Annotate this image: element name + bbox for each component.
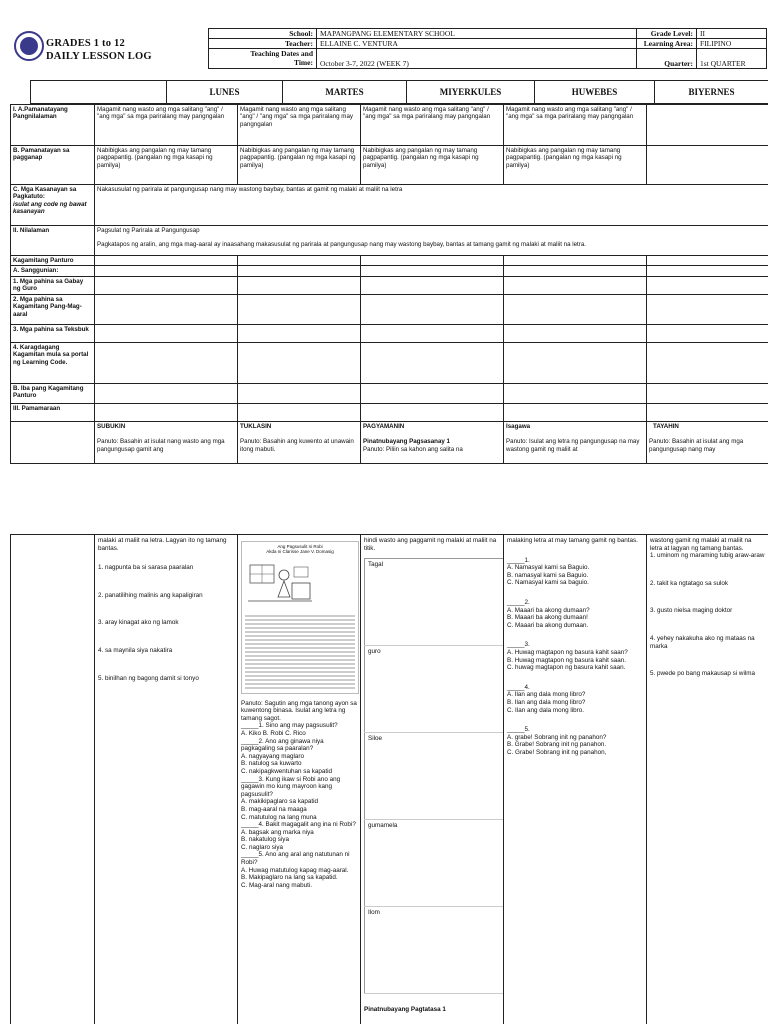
tayahin-item-5: 5. pwede po bang makausap si wilma: [650, 670, 756, 678]
tuklasin-intro: Panuto: Basahin ang kuwento at unawain itong mabuti.: [240, 438, 354, 453]
row-label-nilalaman: II. Nilalaman: [11, 226, 95, 256]
tayahin-item-2: 2. takit ka ngtatago sa sulok: [650, 579, 729, 587]
isagawa-q1-b: B. namasyal kami sa Baguio.: [507, 571, 589, 579]
subukin-continued: [95, 535, 238, 1024]
day-header-row: [30, 80, 768, 104]
row-label-kagamitang-mag-aaral: 2. Mga pahina sa Kagamitang Pang-Mag-aaral: [11, 294, 95, 324]
row-label-sanggunian: A. Sanggunian:: [11, 266, 95, 276]
tuklasin-q4-a: A. bagsak ang marka niya: [241, 828, 314, 836]
tayahin-title: TAYAHIN: [653, 422, 679, 430]
subukin-item-1: 1. nagpunta ba si sarasa paaralan: [98, 564, 194, 572]
story-illustration-icon: [244, 557, 316, 607]
cell-kasanayan: Nakasusulat ng parirala at pangungusap nang may wastong baybay, bantas at gamit ng malaki at maliit na letra: [95, 185, 768, 226]
word-cell: guro: [365, 646, 504, 733]
row-label-gabay-guro: 1. Mga pahina sa Gabay ng Guro: [11, 276, 95, 294]
cell-pagganap-biyernes: [647, 146, 768, 185]
isagawa-q5-b: B. Grabe! Sobrang init ng panahon.: [507, 741, 607, 749]
isagawa-q4: _____4.: [507, 683, 530, 691]
tuklasin-q3-a: A. makikipaglaro sa kapatid: [241, 798, 319, 806]
tuklasin-q2: _____2. Ano ang ginawa niya pagkagaling sa paaralan?: [241, 737, 324, 753]
cell-pangnilalaman-biyernes: [647, 105, 768, 146]
area-value: FILIPINO: [697, 39, 767, 49]
row-label-karagdagang-kagamitan: 4. Karagdagang Kagamitan mula sa portal ng Learning Code.: [11, 342, 95, 383]
page2-label-blank: [11, 535, 95, 1024]
subukin-item-4: 4. sa maynila siya nakatira: [98, 646, 173, 654]
cell-pangnilalaman-huwebes: Magamit nang wasto ang mga salitang "ang" / "ang mga" sa mga pariralang may pangngalan: [504, 105, 647, 146]
isagawa-cont-text: malaking letra at may tamang gamit ng bantas.: [507, 537, 638, 544]
grade-value: II: [697, 29, 767, 39]
row-label-pamantayan-pagganap: B. Pamanatayan sa pagganap: [11, 146, 95, 185]
title-line-2: DAILY LESSON LOG: [46, 51, 152, 62]
subukin-item-2: 2. panatilihing malinis ang kapaligiran: [98, 591, 203, 599]
tuklasin-q3: _____3. Kung ikaw si Robi ano ang gagawin mo kung mayroon kang pagsusulit?: [241, 775, 341, 798]
cell-pagganap-huwebes: Nabibigkas ang pangalan ng may tamang pagpapantig. (pangalan ng mga kasapi ng pamilya): [504, 146, 647, 185]
tuklasin-q1-choices: A. Kiko B. Robi C. Rico: [241, 729, 306, 737]
day-lunes: LUNES: [167, 81, 283, 104]
isagawa-continued: [504, 535, 647, 1024]
tayahin-intro: Panuto: Basahin at isulat ang mga pangungusap nang may: [649, 438, 744, 453]
tuklasin-q5-b: B. Makipaglaro na lang sa kapatid.: [241, 874, 338, 882]
cell-pangnilalaman-martes: Magamit nang wasto ang mga salitang "ang" / "ang mga" sa mga pariralang may pangngalan: [238, 105, 361, 146]
tuklasin-title: TUKLASIN: [240, 422, 272, 430]
tuklasin-continued: [238, 535, 361, 1024]
story-card-image: Ang Pagsusulit ni Robi Akda ni Clarisse Jane V. Domasig: [241, 541, 359, 694]
tuklasin-q5: _____5. Ano ang aral ang natutunan ni Robi?: [241, 851, 350, 867]
isagawa-q5-a: A. grabe! Sobrang init ng panahon?: [507, 733, 607, 741]
isagawa-q2: _____2.: [507, 598, 530, 606]
tuklasin-q4: _____4. Bakit magagalit ang ina ni Robi?: [241, 821, 356, 829]
tuklasin-q4-c: C. naglaro siya: [241, 843, 283, 851]
quarter-label: Quarter:: [637, 49, 697, 69]
area-label: Learning Area:: [637, 39, 697, 49]
day-martes: MARTES: [283, 81, 407, 104]
day-biyernes: BIYERNES: [655, 81, 768, 104]
row-label-pamantayang-pangnilalaman: I. A.Pamanatayang Pangnilalaman: [11, 105, 95, 146]
teacher-value: ELLAINE C. VENTURA: [317, 39, 637, 49]
isagawa-q1-a: A. Namasyal kami sa Baguio.: [507, 564, 590, 572]
cell-pangnilalaman-miyerkules: Magamit nang wasto ang mga salitang "ang" / "ang mga" sa mga pariralang may pangngalan: [361, 105, 504, 146]
tuklasin-q2-c: C. nakipagkwentuhan sa kapatid: [241, 767, 333, 775]
story-text-lines: [244, 615, 356, 689]
tayahin-item-3: 3. gusto nielsa maging doktor: [650, 607, 733, 615]
page-two: [10, 534, 768, 1014]
tuklasin-q2-a: A. nagyayang maglaro: [241, 752, 305, 760]
isagawa-title: Isagawa: [506, 422, 531, 430]
deped-seal-logo: [14, 31, 44, 61]
day-header-blank: [31, 81, 167, 104]
cell-pangnilalaman-lunes: Magamit nang wasto ang mga salitang "ang" / "ang mga" sa mga pariralang may pangngalan: [95, 105, 238, 146]
tuklasin-q5-c: C. Mag-aral nang mabuti.: [241, 881, 313, 889]
cell-tuklasin: [238, 421, 361, 463]
subukin-intro: Panuto: Basahin at isulat nang wasto ang mga pangungusap gamit ang: [97, 438, 225, 453]
row-label-kasanayan: C. Mga Kasanayan sa Pagkatuto: isulat ang code ng bawat kasanayan: [11, 185, 95, 226]
isagawa-intro: Panuto: Isulat ang letra ng pangungusap na may wastong gamit ng maliit at: [506, 438, 640, 453]
isagawa-q1: _____1.: [507, 556, 530, 564]
subukin-title: SUBUKIN: [97, 422, 126, 430]
activity-label-blank: [11, 421, 95, 463]
grade-label: Grade Level:: [637, 29, 697, 39]
isagawa-q4-c: C. Ilan ang dala mong libro.: [507, 706, 585, 714]
header-title: [46, 37, 152, 63]
isagawa-q2-a: A. Maaari ba akong dumaan?: [507, 606, 590, 614]
isagawa-q4-b: B. Ilan ang dala mong libro?: [507, 698, 586, 706]
tuklasin-q2-b: B. natulog sa kuwarto: [241, 760, 302, 768]
subukin-cont-text: malaki at maliit na letra. Lagyan ito ng tamang bantas.: [98, 537, 227, 552]
tayahin-continued: [647, 535, 768, 1024]
dates-value: October 3-7, 2022 (WEEK 7): [317, 49, 637, 69]
word-cell: Siloe: [365, 733, 504, 820]
lesson-log-table: [10, 104, 768, 464]
word-cell: gumamela: [365, 820, 504, 907]
row-label-kagamitang-panturo: Kagamitang Panturo: [11, 256, 95, 266]
isagawa-q2-b: B. Maaari ba akong dumaan!: [507, 614, 588, 622]
pagyamanin-cont-text: hindi wasto ang paggamit ng malaki at maliit na titik.: [364, 537, 497, 552]
tayahin-item-4: 4. yehey nakakuha ako ng mataas na marka: [650, 634, 755, 650]
info-table: [208, 28, 767, 69]
isagawa-q3-b: B. Huwag magtapon ng basura kahit saan.: [507, 656, 627, 664]
page-two-table: [10, 534, 768, 1024]
day-huwebes: HUWEBES: [535, 81, 655, 104]
cell-tayahin: [647, 421, 768, 463]
tuklasin-q3-c: C. matutulog na lang muna: [241, 813, 317, 821]
pagyamanin-title: PAGYAMANIN: [363, 422, 405, 430]
row-label-pamamaraan: III. Pamamaraan: [11, 403, 95, 421]
tayahin-cont-text: wastong gamit ng malaki at maliit na letra at lagyan ng tamang bantas.: [650, 537, 752, 552]
tuklasin-q1: _____1. Sino ang may pagsusulit?: [241, 722, 338, 730]
row-label-iba-pang-kagamitan: B. Iba pang Kagamitang Panturo: [11, 383, 95, 403]
isagawa-q3: _____3.: [507, 641, 530, 649]
isagawa-q3-c: C. huwag magtapon ng basura kahit saan.: [507, 664, 626, 672]
isagawa-q5: _____5.: [507, 726, 530, 734]
isagawa-q3-a: A. Huwag magtapon ng basura kahit saan?: [507, 648, 628, 656]
pagyamanin-sub2: Pinatnubayang Pagtatasa 1: [364, 1006, 446, 1014]
day-miyerkules: MIYERKULES: [407, 81, 535, 104]
tuklasin-q5-a: A. Huwag matutulog kapag mag-aaral.: [241, 866, 349, 874]
quarter-value: 1st QUARTER: [697, 49, 767, 69]
cell-pagganap-miyerkules: Nabibigkas ang pangalan ng may tamang pagpapantig. (pangalan ng mga kasapi ng pamilya): [361, 146, 504, 185]
isagawa-q4-a: A. Ilan ang dala mong libro?: [507, 691, 586, 699]
word-cell: Ilom: [365, 907, 504, 994]
school-value: MAPANGPANG ELEMENTARY SCHOOL: [317, 29, 637, 39]
word-box-table: [364, 558, 504, 994]
cell-nilalaman: Pagsulat ng Parirala at Pangungusap Pagkatapos ng aralin, ang mga mag-aaral ay inaasahang makasusulat ng parirala at pangungusap nang may wastong baybay, bantas at tamang gamit ng malaki at maliit na letra.: [95, 226, 768, 256]
cell-pagganap-lunes: Nabibigkas ang pangalan ng may tamang pagpapantig. (pangalan ng mga kasapi ng pamilya): [95, 146, 238, 185]
teacher-label: Teacher:: [209, 39, 317, 49]
cell-subukin: [95, 421, 238, 463]
dates-label: Teaching Dates and Time:: [209, 49, 317, 69]
tuklasin-q3-b: B. mag-aaral na maaga: [241, 805, 307, 813]
word-cell: Tagal: [365, 559, 504, 646]
cell-pagyamanin: [361, 421, 504, 463]
pagyamanin-continued: [361, 535, 504, 1024]
row-label-teksbuk: 3. Mga pahina sa Teksbuk: [11, 324, 95, 342]
subukin-item-5: 5. binilhan ng bagong damit si tonyo: [98, 674, 199, 682]
subukin-item-3: 3. aray kinagat ako ng lamok: [98, 619, 179, 627]
tuklasin-q4-b: B. nakatulog siya: [241, 836, 289, 844]
isagawa-q1-c: C. Namasyal kami sa baguio.: [507, 579, 589, 587]
isagawa-q2-c: C. Maaari ba akong dumaan.: [507, 621, 589, 629]
title-line-1: GRADES 1 to 12: [46, 38, 125, 49]
cell-isagawa: [504, 421, 647, 463]
tayahin-item-1: 1. uminom ng maraming tubig araw-araw: [650, 552, 765, 560]
pagyamanin-intro: Panuto: Piliin sa kahon ang salita na: [363, 445, 463, 453]
school-label: School:: [209, 29, 317, 39]
cell-pagganap-martes: Nabibigkas ang pangalan ng may tamang pagpapantig. (pangalan ng mga kasapi ng pamilya): [238, 146, 361, 185]
tuklasin-instruction: Panuto: Sagutin ang mga tanong ayon sa kuwentong binasa. Isulat ang letra ng tamang sagot.: [241, 699, 357, 722]
pagyamanin-sub: Pinatnubayang Pagsasanay 1: [363, 438, 451, 446]
isagawa-q5-c: C. Grabe! Sobrang init ng panahon,: [507, 748, 607, 756]
